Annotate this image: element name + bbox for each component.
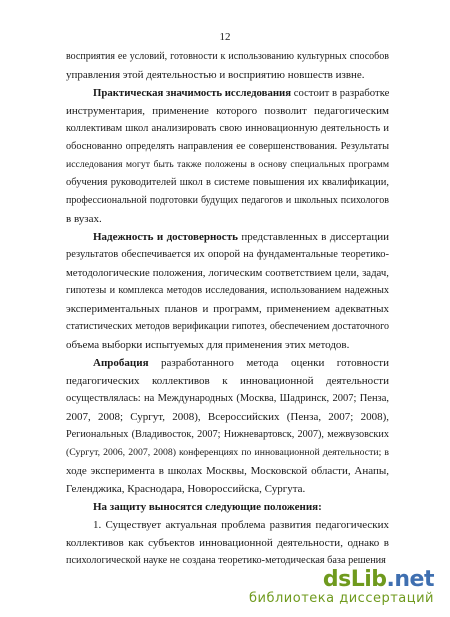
text-line — [66, 246, 389, 264]
text-line — [66, 408, 389, 426]
line-text: профессиональной подготовки будущих педагогов и школьных психологов — [66, 195, 389, 206]
text-line — [66, 84, 389, 102]
text-line — [66, 498, 389, 516]
line-text: ходе эксперимента в школах Москвы, Московской области, Анапы, — [66, 465, 389, 477]
text-line — [66, 48, 389, 66]
text-line — [66, 426, 389, 444]
text-line — [66, 138, 389, 156]
text-line — [66, 156, 389, 174]
bold-heading: Апробация — [93, 357, 149, 369]
text-line — [66, 480, 389, 498]
text-line — [66, 534, 389, 552]
bold-heading: Надежность и достоверность — [93, 231, 238, 243]
line-text: представленных в диссертации — [237, 231, 389, 243]
line-text: восприятия ее условий, готовности к использованию культурных способов — [66, 51, 389, 62]
line-text: коллективов как субъектов инновационной деятельности, однако в — [66, 537, 389, 549]
text-line — [66, 516, 389, 534]
line-text: исследования могут быть также положены в основу специальных программ — [66, 159, 389, 170]
line-text: результатов обеспечивается их опорой на фундаментальные теоретико- — [66, 249, 389, 260]
bold-heading: Практическая значимость исследования — [93, 87, 292, 99]
watermark-tagline: библиотека диссертаций — [249, 591, 434, 606]
line-text: статистических методов верификации гипотез, обеспечением достаточного — [66, 321, 389, 332]
line-text: коллективам школ анализировать свою инновационную деятельность и — [66, 123, 389, 134]
page-number: 12 — [219, 31, 231, 43]
line-text: Региональных (Владивосток, 2007; Нижневартовск, 2007), межвузовских — [66, 429, 389, 440]
line-text: разработанного метода оценки готовности — [148, 357, 389, 369]
watermark-logo — [249, 569, 434, 607]
line-text: инструментария, применение которого позволит педагогическим — [66, 105, 389, 117]
text-line — [66, 354, 389, 372]
line-text: обучения руководителей школ в системе повышения их квалификации, — [66, 177, 389, 188]
line-text: 2007, 2008; Сургут, 2008), Всероссийских (Пенза, 2007; 2008), — [66, 411, 389, 423]
text-line — [66, 120, 389, 138]
line-text: гипотезы и комплекса методов исследования, использованием надежных — [66, 285, 389, 296]
line-text: в вузах. — [66, 213, 102, 225]
line-text: психологической науке не создана теоретико-методическая база решения — [66, 555, 386, 566]
text-line — [66, 462, 389, 480]
text-line — [66, 300, 389, 318]
line-text: осуществлялась: на Международных (Москва, Шадринск, 2007; Пенза, — [66, 393, 389, 404]
bold-heading: На защиту выносятся следующие положения: — [93, 501, 322, 513]
line-text: экспериментальных планов и программ, применением адекватных — [66, 303, 389, 315]
text-line — [66, 372, 389, 390]
line-text: объема выборки испытуемых для применения этих методов. — [66, 339, 350, 351]
text-line — [66, 390, 389, 408]
line-text: методологические положения, логическим соответствием цели, задач, — [66, 267, 389, 279]
line-text: состоит в разработке — [291, 87, 390, 99]
watermark-brand-part2: .net — [386, 567, 434, 592]
line-text: 1. Существует актуальная проблема развития педагогических — [93, 519, 389, 531]
text-line — [66, 336, 389, 354]
line-text: (Сургут, 2006, 2007, 2008) конференциях по инновационной деятельности; в — [66, 447, 389, 458]
text-line — [66, 318, 389, 336]
line-text: Геленджика, Краснодара, Новороссийска, Сургута. — [66, 483, 306, 495]
text-line — [66, 228, 389, 246]
text-line — [66, 264, 389, 282]
watermark-brand — [249, 569, 434, 591]
line-text: управления этой деятельностью и восприятию новшеств извне. — [66, 69, 365, 81]
text-line — [66, 66, 389, 84]
text-line — [66, 192, 389, 210]
watermark-brand-part1: dsLib — [322, 567, 387, 592]
line-text: педагогических коллективов к инновационной деятельности — [66, 375, 389, 387]
text-line — [66, 102, 389, 120]
line-text: обоснованно определять направления ее совершенствования. Результаты — [66, 141, 389, 152]
text-line — [66, 210, 389, 228]
text-line — [66, 444, 389, 462]
text-line — [66, 174, 389, 192]
document-body — [66, 48, 389, 570]
text-line — [66, 282, 389, 300]
